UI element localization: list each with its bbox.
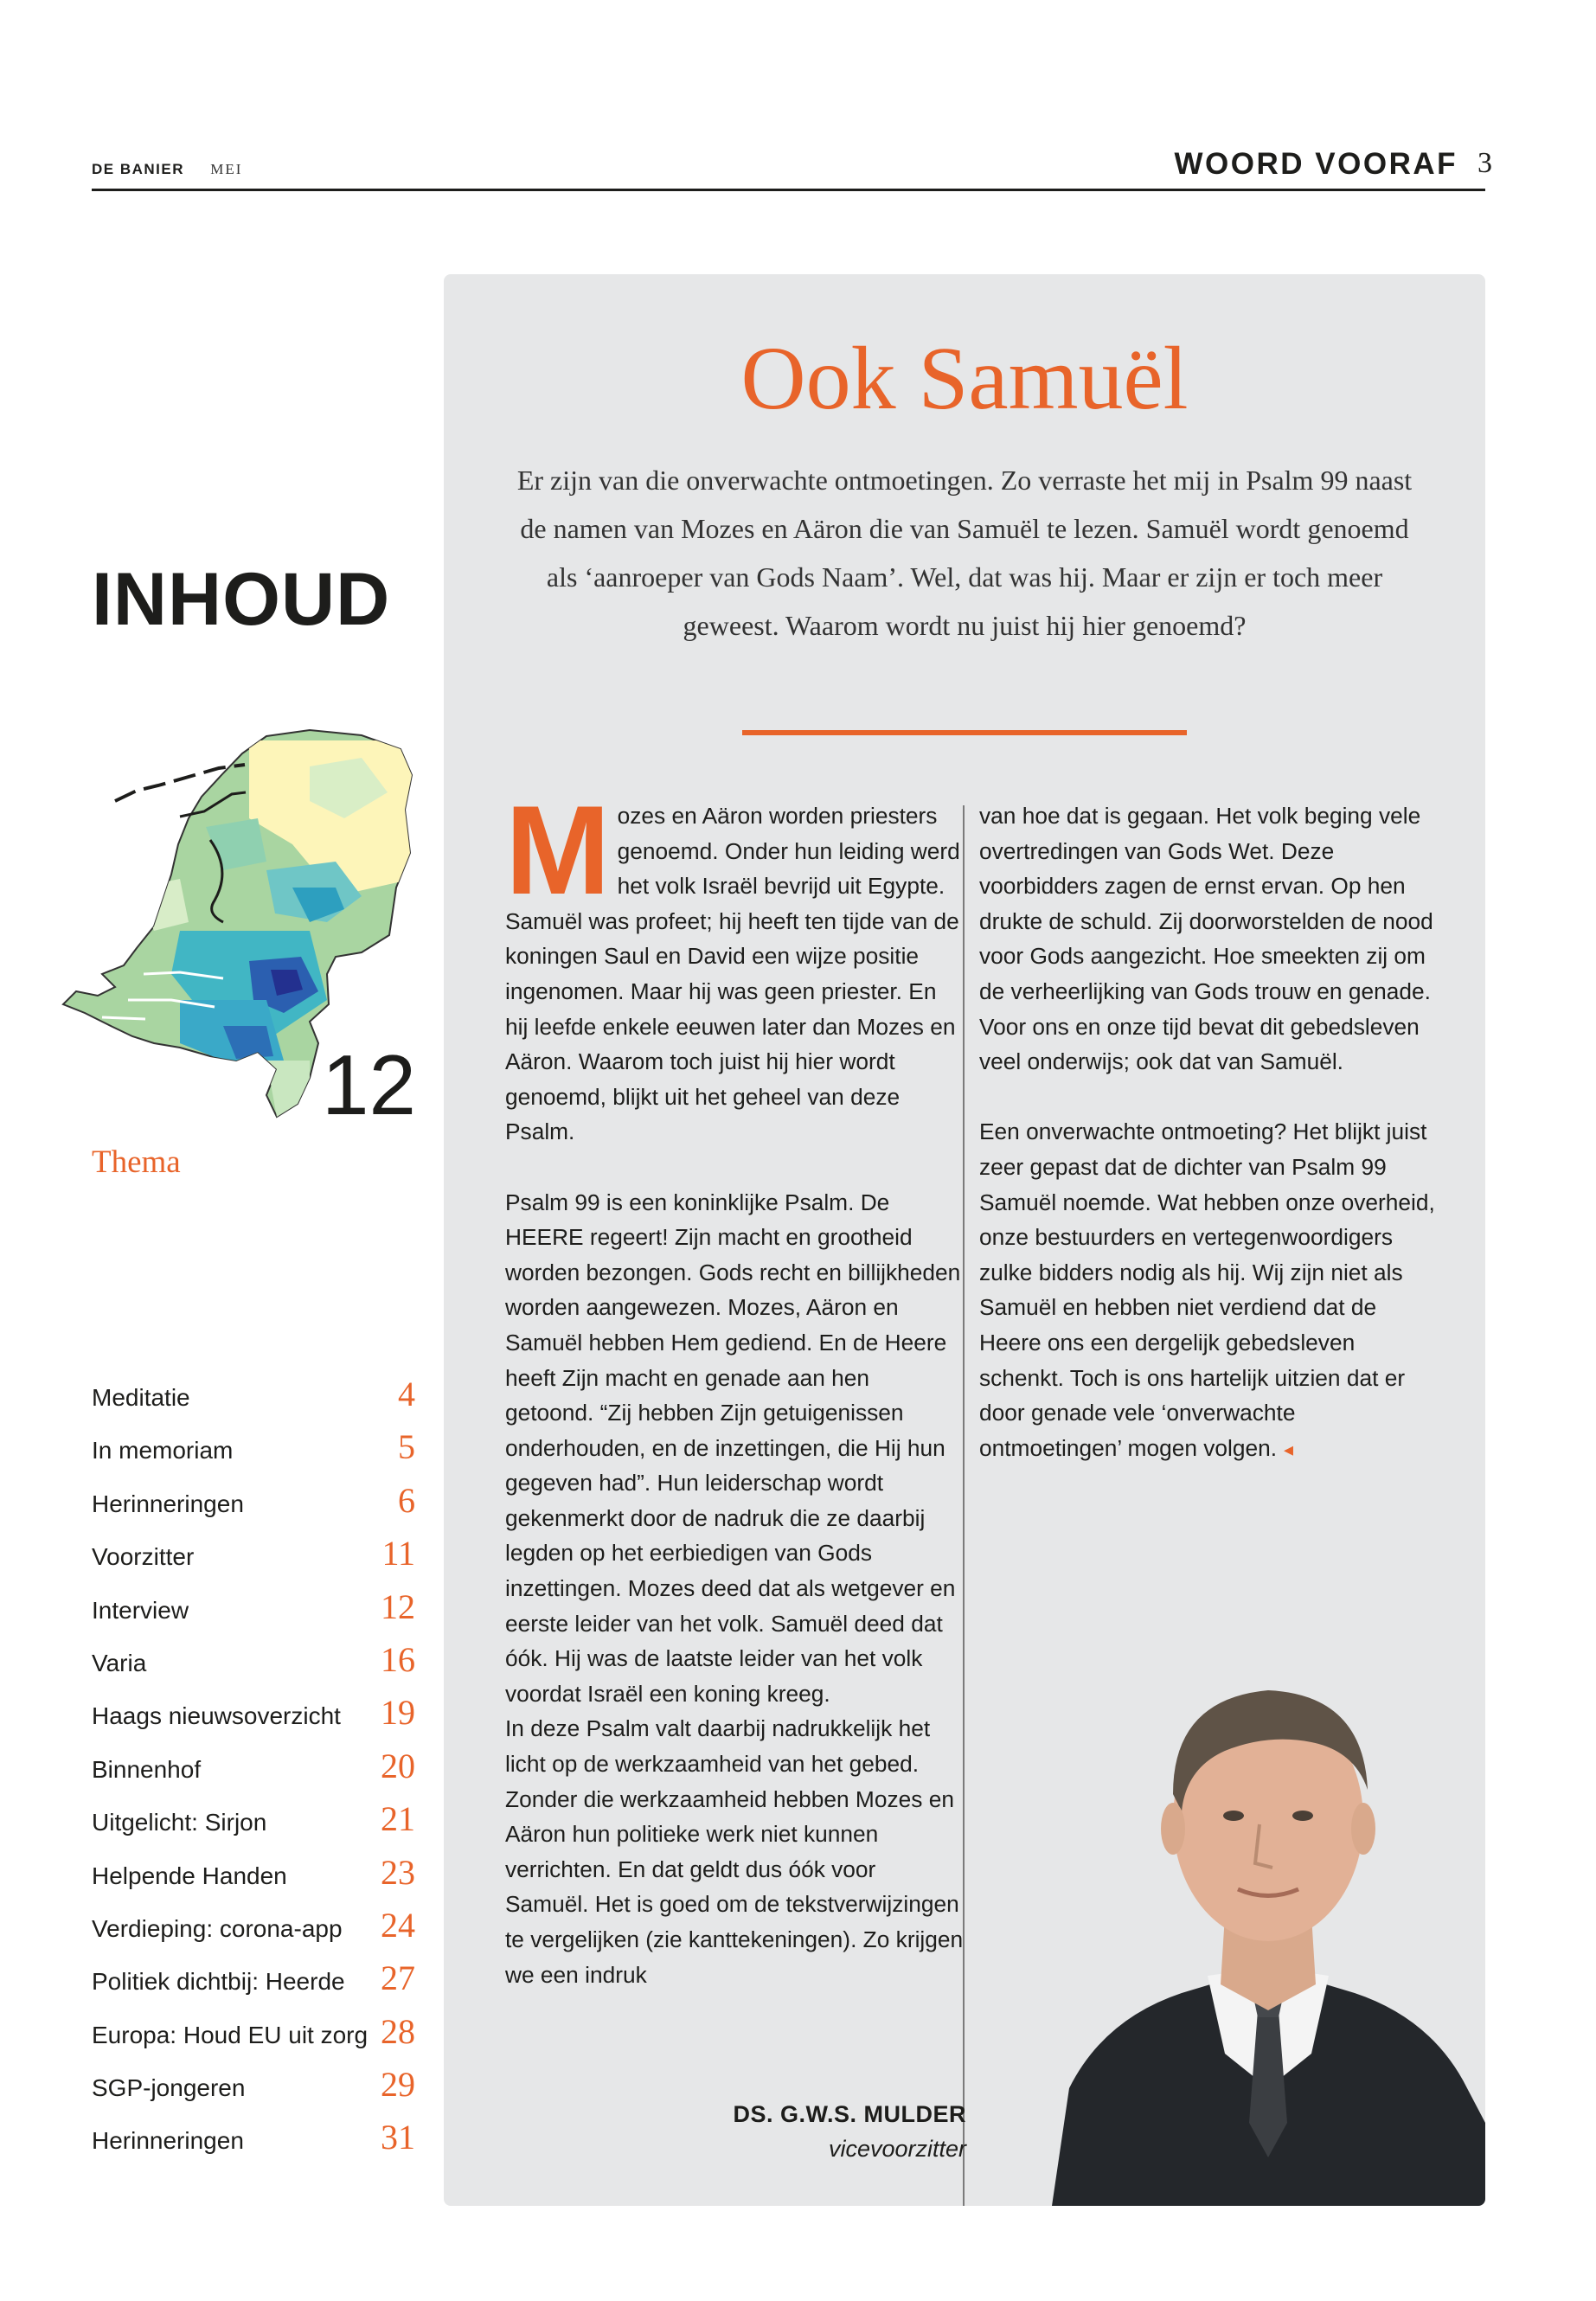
- toc-item-label: Voorzitter: [92, 1543, 195, 1571]
- body-paragraph: [505, 779, 964, 1150]
- toc-item: [92, 1533, 415, 1586]
- paragraph-text: ozes en Aäron worden priesters genoemd. Onder hun leiding werd het volk Israël bevrijd uit Egypte. Samuël was profeet; hij heeft ten tijde van de koningen Saul en David een wijze positie ingenomen. Maar hij was geen priester. En hij leefde enkele eeuwen later dan Mozes en Aäron. Waarom toch juist hij hier wordt genoemd, blijkt uit het geheel van deze Psalm.: [505, 803, 960, 1145]
- toc-item-page: 29: [381, 2065, 415, 2105]
- toc-item-page: 27: [381, 1958, 415, 1998]
- toc-item-label: Verdieping: corona-app: [92, 1914, 343, 1942]
- toc-item: [92, 2011, 415, 2064]
- toc-item-label: Uitgelicht: Sirjon: [92, 1809, 267, 1836]
- toc-item-page: 28: [381, 2011, 415, 2051]
- toc-item-page: 31: [381, 2118, 415, 2157]
- issue-month: MEI: [210, 161, 243, 177]
- article-lead: Er zijn van die onverwachte ontmoetingen. Zo verraste het mij in Psalm 99 naast de namen van Mozes en Aäron die van Samuël te lezen. Samuël wordt genoemd als ‘aanroeper van Gods Naam’. Wel, dat was hij. Maar er zijn er toch meer geweest. Waarom wordt nu juist hij hier genoemd?: [516, 465, 1413, 641]
- toc-item: [92, 1905, 415, 1958]
- toc-item-page: 5: [398, 1427, 415, 1467]
- paragraph-text: Een onverwachte ontmoeting? Het blijkt juist zeer gepast dat de dichter van Psalm 99 Samuël noemde. Wat hebben onze overheid, onze bestuurders en vertegenwoordigers zulke bidders nodig als hij. Wij zijn niet als Samuël en hebben niet verdiend dat de Heere ons een dergelijk gebedsleven schenkt. Toch is ons hartelijk uitzien dat er door genade vele ‘onverwachte ontmoetingen’ mogen volgen.: [979, 1118, 1435, 1461]
- body-paragraph: [979, 1114, 1438, 1467]
- toc-item: [92, 1692, 415, 1745]
- drop-cap: M: [505, 779, 611, 920]
- toc-item-page: 19: [381, 1693, 415, 1733]
- toc-item-page: 21: [381, 1799, 415, 1839]
- toc-item-label: Herinneringen: [92, 2127, 244, 2155]
- toc-item-label: Interview: [92, 1596, 189, 1624]
- toc-item: [92, 2064, 415, 2117]
- toc-item-label: Varia: [92, 1649, 147, 1676]
- article-title: Ook Samuël: [740, 329, 1189, 428]
- column-divider: [963, 805, 965, 2206]
- toc-item-label: Politiek dichtbij: Heerde: [92, 1968, 345, 1996]
- toc-item: [92, 2117, 415, 2170]
- table-of-contents: [92, 1374, 415, 2170]
- article-column-2: [979, 798, 1438, 1467]
- toc-item-page: 16: [381, 1639, 415, 1679]
- toc-item: [92, 1639, 415, 1692]
- publication-name: DE BANIER: [92, 161, 185, 177]
- toc-item: [92, 1852, 415, 1905]
- toc-item-page: 4: [398, 1375, 415, 1413]
- toc-item-label: Helpende Handen: [92, 1862, 287, 1889]
- toc-item-page: 20: [381, 1746, 415, 1785]
- toc-item-page: 24: [381, 1905, 415, 1945]
- toc-item-label: Europa: Houd EU uit zorg: [92, 2021, 369, 2048]
- author-role: vicevoorzitter: [828, 2136, 966, 2162]
- end-mark-icon: ◂: [1284, 1438, 1294, 1460]
- toc-item: [92, 1586, 415, 1639]
- toc-item-label: Haags nieuwsoverzicht: [92, 1702, 341, 1730]
- feature-page-number: 12: [322, 1037, 417, 1132]
- running-header-left: [92, 161, 242, 178]
- author-name: DS. G.W.S. MULDER: [733, 2101, 966, 2127]
- toc-item: [92, 1426, 415, 1479]
- section-title: WOORD VOORAF: [1174, 147, 1458, 181]
- lead-divider: [742, 730, 1187, 735]
- toc-item: [92, 1746, 415, 1798]
- toc-item-label: Binnenhof: [92, 1755, 202, 1783]
- toc-title: INHOUD: [92, 558, 391, 641]
- toc-item: [92, 1480, 415, 1533]
- toc-item: [92, 1374, 415, 1426]
- toc-item: [92, 1798, 415, 1851]
- toc-item-page: 11: [381, 1534, 415, 1574]
- article-panel: [444, 274, 1485, 2206]
- toc-item-label: Meditatie: [92, 1384, 190, 1411]
- toc-item-page: 23: [381, 1852, 415, 1892]
- toc-item-page: 6: [398, 1480, 415, 1520]
- body-paragraph: In deze Psalm valt daarbij nadrukkelijk het licht op de werkzaamheid van het gebed. Zonder die werkzaamheid hebben Mozes en Aäron hun politieke werk niet kunnen verrichten. En dat geldt dus óók voor Samuël. Het is goed om de tekstverwijzingen te vergelijken (zie kanttekeningen). Zo krijgen we een indruk: [505, 1715, 964, 1988]
- toc-item-label: Herinneringen: [92, 1490, 244, 1517]
- body-paragraph: van hoe dat is gegaan. Het volk beging vele overtredingen van Gods Wet. Deze voorbidders zagen de ernst ervan. Op hen drukte de schuld. Zij doorworstelden de nood voor Gods aangezicht. Hoe smeekten zij om de verheerlijking van Gods trouw en genade. Voor ons en onze tijd bevat dit gebedsleven veel onderwijs; ook dat van Samuël.: [979, 803, 1433, 1075]
- body-paragraph: Psalm 99 is een koninklijke Psalm. De HEERE regeert! Zijn macht en grootheid worden bezongen. Gods recht en billijkheden worden aangewezen. Mozes, Aäron en Samuël hebben Hem gediend. En de Heere heeft Zijn macht en genade aan hen getoond. “Zij hebben Zijn getuigenissen onderhouden, en de inzettingen, die Hij hun gegeven had”. Hun leiderschap wordt gekenmerkt door de nadruk die ze daarbij legden op het eerbiedigen van Gods inzettingen. Mozes deed dat als wetgever en eerste leider van het volk. Samuël deed dat óók. Hij was de laatste leider van het volk voordat Israël een koning kreeg.: [505, 1189, 961, 1707]
- toc-item-page: 12: [381, 1586, 415, 1626]
- feature-label: Thema: [92, 1144, 181, 1180]
- toc-item: [92, 1958, 415, 2010]
- page-number: 3: [1477, 147, 1492, 179]
- header-rule: [92, 189, 1485, 191]
- toc-item-label: In memoriam: [92, 1437, 234, 1465]
- toc-item-label: SGP-jongeren: [92, 2074, 246, 2102]
- author-portrait: [1052, 1604, 1485, 2206]
- article-column-1: [505, 779, 964, 1992]
